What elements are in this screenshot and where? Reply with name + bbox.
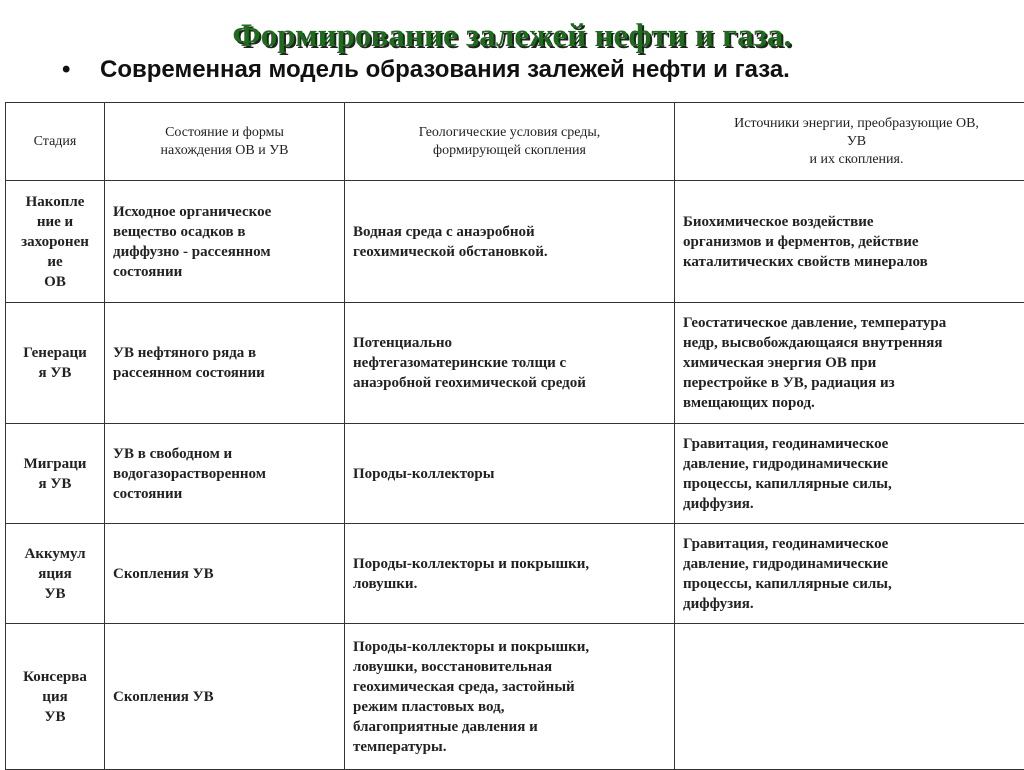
cell-line: я УВ	[8, 474, 102, 494]
cell-line: яция	[8, 564, 102, 584]
cell-line: Геологические условия среды,	[353, 124, 666, 142]
cell-line: я УВ	[8, 363, 102, 383]
cell-line: нахождения ОВ и УВ	[113, 142, 336, 160]
cell-line: благоприятные давления и	[353, 717, 666, 737]
cell-line: вещество осадков в	[113, 222, 336, 242]
cell-line: давление, гидродинамические	[683, 554, 1024, 574]
cell-line: химическая энергия ОВ при	[683, 353, 1024, 373]
cell-stage	[6, 624, 105, 770]
cell-line: Геостатическое давление, температура	[683, 313, 1024, 333]
cell-line: Водная среда с анаэробной	[353, 222, 666, 242]
cell-state	[105, 303, 345, 424]
cell-line: ция	[8, 687, 102, 707]
cell-stage	[6, 181, 105, 303]
cell-line: перестройке в УВ, радиация из	[683, 373, 1024, 393]
cell-line: Исходное органическое	[113, 202, 336, 222]
cell-line: Накопле	[8, 192, 102, 212]
bullet-icon: •	[62, 56, 100, 84]
cell-line: геохимической обстановкой.	[353, 242, 666, 262]
cell-line: Биохимическое воздействие	[683, 212, 1024, 232]
cell-line: Потенциально	[353, 333, 666, 353]
cell-line: Скопления УВ	[113, 564, 336, 584]
cell-line: Гравитация, геодинамическое	[683, 534, 1024, 554]
cell-line: геохимическая среда, застойный	[353, 677, 666, 697]
cell-line: формирующей скопления	[353, 142, 666, 160]
cell-line: диффузно - рассеянном	[113, 242, 336, 262]
cell-line: Скопления УВ	[113, 687, 336, 707]
cell-line: Породы-коллекторы и покрышки,	[353, 637, 666, 657]
cell-line: Консерва	[8, 667, 102, 687]
cell-line: ловушки.	[353, 574, 666, 594]
cell-line: ОВ	[8, 272, 102, 292]
cell-line: состоянии	[113, 262, 336, 282]
cell-line: Аккумул	[8, 544, 102, 564]
cell-line: ие	[8, 252, 102, 272]
header-conditions	[345, 103, 675, 181]
cell-line: Гравитация, геодинамическое	[683, 434, 1024, 454]
cell-line: вмещающих пород.	[683, 393, 1024, 413]
cell-line: захоронен	[8, 232, 102, 252]
cell-line: температуры.	[353, 737, 666, 757]
cell-line: Источники энергии, преобразующие ОВ,	[683, 115, 1024, 133]
cell-stage	[6, 303, 105, 424]
cell-conditions	[345, 181, 675, 303]
cell-line: Стадия	[14, 133, 96, 151]
cell-line: ние и	[8, 212, 102, 232]
cell-energy	[675, 524, 1024, 624]
cell-line: УВ в свободном и	[113, 444, 336, 464]
cell-conditions	[345, 424, 675, 524]
header-state	[105, 103, 345, 181]
table-row	[6, 424, 1024, 524]
cell-line: нефтегазоматеринские толщи с	[353, 353, 666, 373]
cell-line: УВ	[8, 707, 102, 727]
table-row	[6, 303, 1024, 424]
cell-line: режим пластовых вод,	[353, 697, 666, 717]
cell-line: организмов и ферментов, действие	[683, 232, 1024, 252]
cell-line: ловушки, восстановительная	[353, 657, 666, 677]
cell-energy	[675, 624, 1024, 770]
page-title: Формирование залежей нефти и газа.	[0, 18, 1024, 55]
cell-state	[105, 524, 345, 624]
cell-stage	[6, 424, 105, 524]
cell-line: рассеянном состоянии	[113, 363, 336, 383]
header-energy	[675, 103, 1024, 181]
cell-line: диффузия.	[683, 494, 1024, 514]
header-stage	[6, 103, 105, 181]
cell-line: Миграци	[8, 454, 102, 474]
cell-line: Породы-коллекторы	[353, 464, 666, 484]
oil-gas-formation-table	[5, 102, 1024, 770]
cell-energy	[675, 424, 1024, 524]
cell-line: водогазорастворенном	[113, 464, 336, 484]
cell-conditions	[345, 624, 675, 770]
subtitle	[62, 56, 790, 84]
cell-line: Породы-коллекторы и покрышки,	[353, 554, 666, 574]
cell-state	[105, 624, 345, 770]
cell-conditions	[345, 524, 675, 624]
cell-line: УВ	[8, 584, 102, 604]
cell-conditions	[345, 303, 675, 424]
table-row	[6, 624, 1024, 770]
cell-stage	[6, 524, 105, 624]
cell-line: Генераци	[8, 343, 102, 363]
cell-line: и их скопления.	[683, 151, 1024, 169]
cell-line: процессы, капиллярные силы,	[683, 574, 1024, 594]
cell-line: Состояние и формы	[113, 124, 336, 142]
cell-line: УВ	[683, 133, 1024, 151]
cell-state	[105, 181, 345, 303]
cell-line: процессы, капиллярные силы,	[683, 474, 1024, 494]
cell-energy	[675, 181, 1024, 303]
table-header-row	[6, 103, 1024, 181]
cell-line: УВ нефтяного ряда в	[113, 343, 336, 363]
subtitle-text: Современная модель образования залежей нефти и газа.	[100, 56, 790, 83]
cell-line: состоянии	[113, 484, 336, 504]
table-row	[6, 524, 1024, 624]
cell-line: каталитических свойств минералов	[683, 252, 1024, 272]
cell-line: диффузия.	[683, 594, 1024, 614]
cell-line: давление, гидродинамические	[683, 454, 1024, 474]
table-row	[6, 181, 1024, 303]
cell-line: недр, высвобождающаяся внутренняя	[683, 333, 1024, 353]
cell-line: анаэробной геохимической средой	[353, 373, 666, 393]
cell-state	[105, 424, 345, 524]
cell-energy	[675, 303, 1024, 424]
